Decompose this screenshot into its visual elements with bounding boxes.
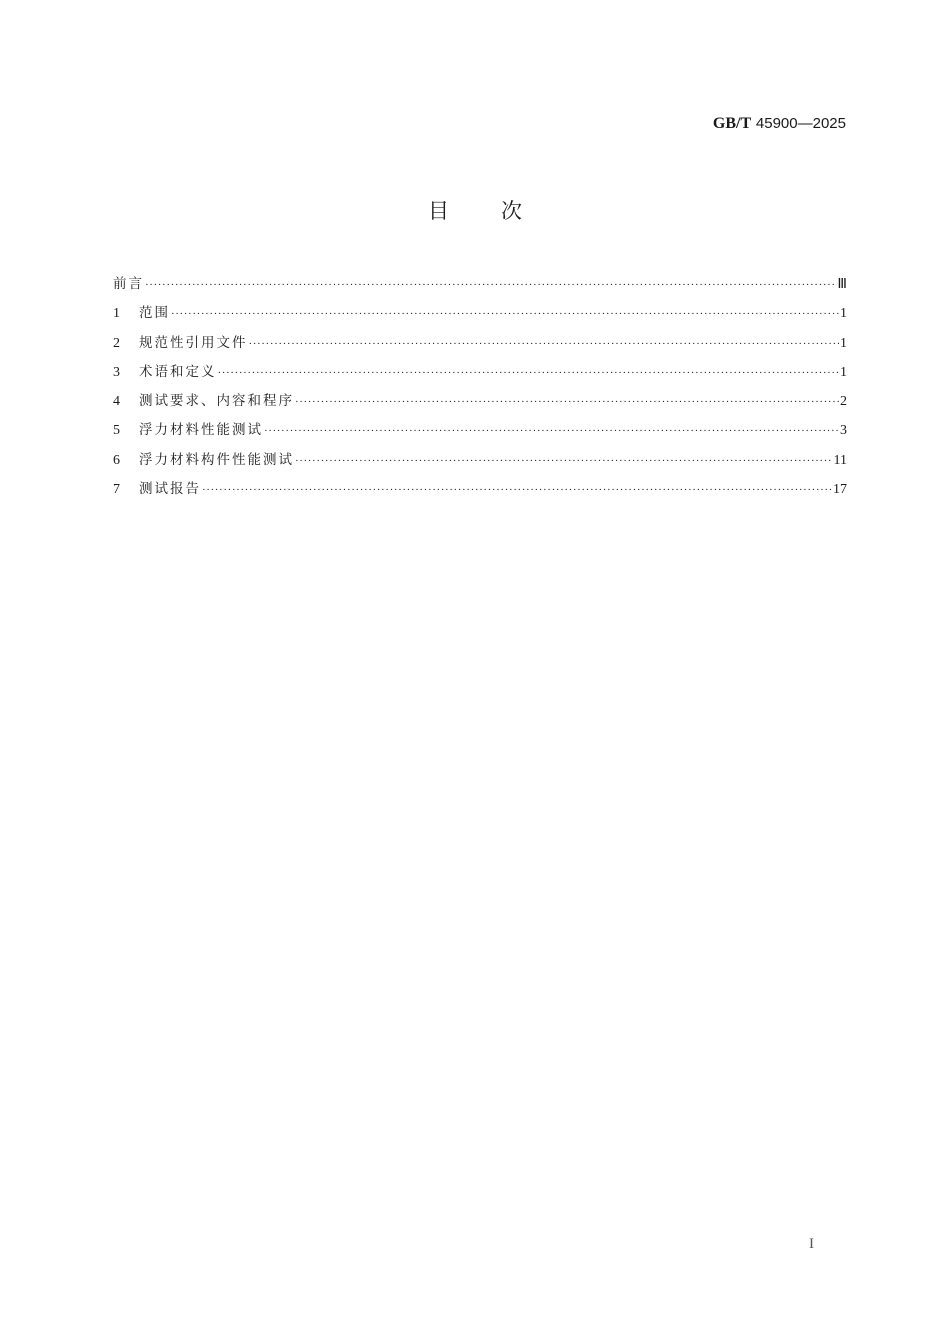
toc-entry-7[interactable] [113,478,847,507]
table-of-contents [113,273,847,507]
toc-leader-dots [218,362,840,384]
toc-entry-page: 17 [833,482,847,498]
toc-entry-title: 前言 [113,276,144,292]
page-number: I [809,1236,814,1252]
toc-leader-dots [295,391,839,413]
title-char-2: 次 [501,199,522,223]
toc-entry-title: 范围 [139,305,170,322]
toc-leader-dots [145,274,836,296]
toc-entry-page: 2 [840,394,847,410]
standard-number: 45900—2025 [755,115,846,132]
toc-entry-title: 测试要求、内容和程序 [139,393,294,410]
toc-entry-title: 测试报告 [139,481,201,498]
toc-entry-number: 7 [113,482,120,498]
toc-entry-page: 1 [840,364,847,380]
toc-entry-5[interactable] [113,419,847,448]
toc-entry-page: 11 [833,452,847,468]
toc-entry-3[interactable] [113,361,847,390]
page-title [0,196,950,226]
toc-entry-title: 浮力材料性能测试 [139,422,263,439]
toc-leader-dots [264,420,839,442]
toc-leader-dots [202,479,832,501]
standard-prefix: GB/T [712,115,752,132]
toc-leader-dots [171,303,839,325]
toc-entry-page: 1 [840,306,847,322]
toc-entry-title: 术语和定义 [139,363,217,380]
toc-entry-page: Ⅲ [837,277,847,292]
toc-entry-page: 3 [840,423,847,439]
standard-code [713,113,846,134]
toc-leader-dots [249,333,840,355]
toc-leader-dots [295,450,833,472]
toc-entry-title: 浮力材料构件性能测试 [139,451,294,468]
toc-entry-number: 5 [113,423,120,439]
toc-entry-page: 1 [840,335,847,351]
toc-entry-number: 3 [113,364,120,380]
toc-entry-2[interactable] [113,332,847,361]
title-char-1: 目 [428,199,449,223]
toc-entry-1[interactable] [113,302,847,331]
toc-entry-6[interactable] [113,449,847,478]
toc-entry-number: 6 [113,452,120,468]
toc-entry-4[interactable] [113,390,847,419]
toc-entry-number: 1 [113,306,120,322]
toc-entry-number: 4 [113,394,120,410]
toc-entry-number: 2 [113,335,120,351]
toc-entry-preface[interactable] [113,273,847,302]
toc-entry-title: 规范性引用文件 [139,334,248,351]
